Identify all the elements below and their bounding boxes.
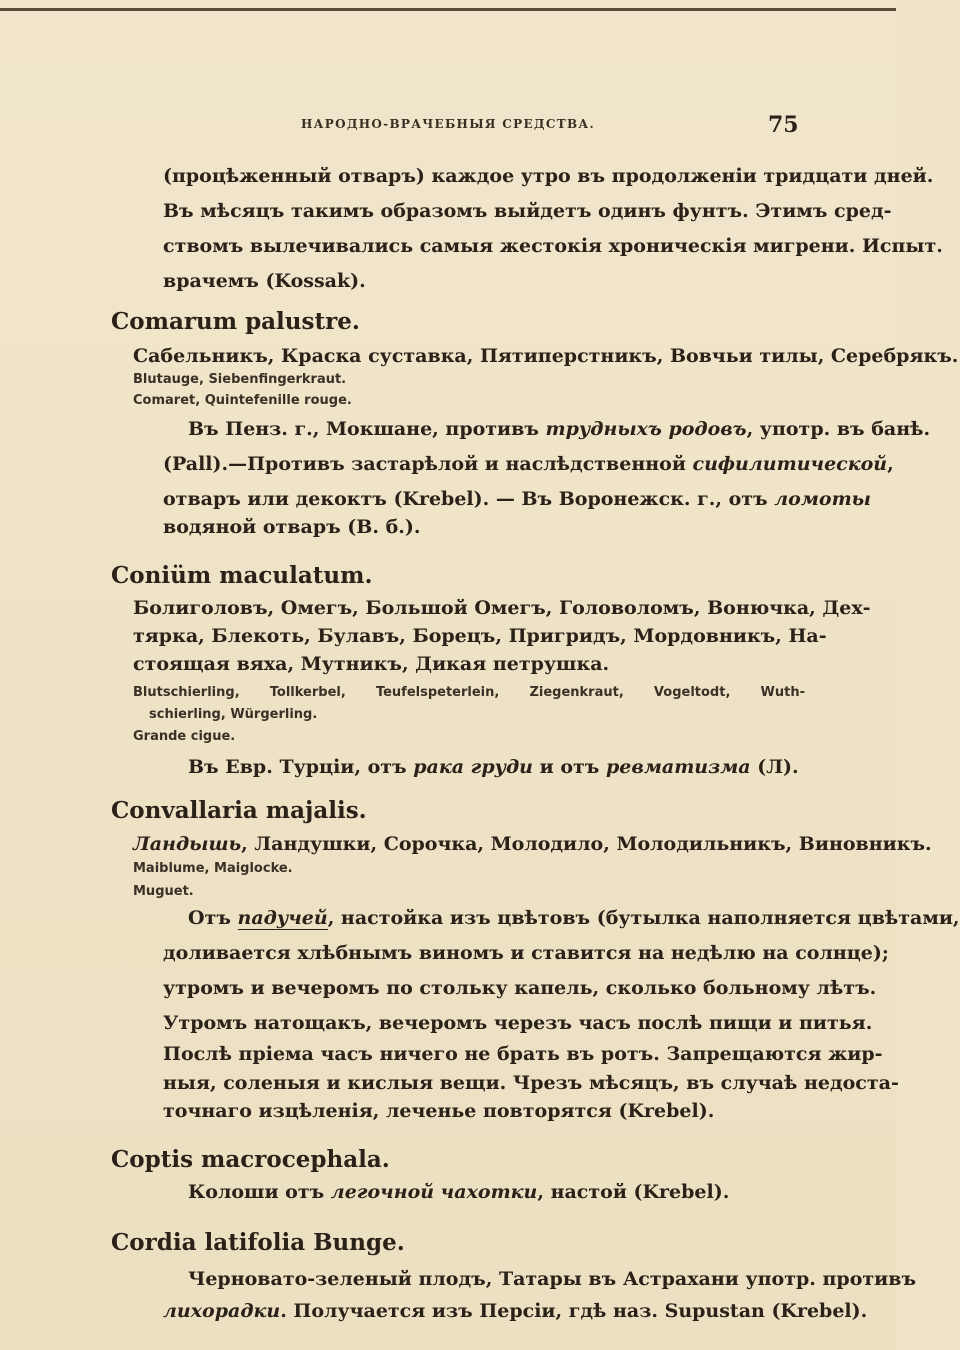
entry-text-line: Колоши отъ легочной чахотки, настой (Krebel). [188, 1181, 730, 1203]
german-names: schierling, Würgerling. [149, 707, 318, 722]
paragraph-line: (процѣженный отваръ) каждое утро въ продолженіи тридцати дней. [163, 165, 934, 187]
page-top-edge [0, 8, 896, 11]
entry-heading: Coniüm maculatum. [111, 562, 373, 589]
russian-names: стоящая вяха, Мутникъ, Дикая петрушка. [133, 653, 610, 675]
entry-text-line: (Pall).—Противъ застарѣлой и наслѣдственной сифилитической, [163, 453, 894, 475]
entry-text-line: доливается хлѣбнымъ виномъ и ставится на недѣлю на солнце); [163, 942, 889, 964]
german-names: Blutauge, Siebenfingerkraut. [133, 372, 347, 387]
page-number: 75 [768, 112, 799, 138]
entry-text-line: Въ Пенз. г., Мокшане, противъ трудныхъ родовъ, употр. въ банѣ. [188, 418, 931, 440]
entry-heading: Convallaria majalis. [111, 797, 367, 824]
entry-text-line: Утромъ натощакъ, вечеромъ черезъ часъ послѣ пищи и питья. [163, 1012, 873, 1034]
paragraph-line: ствомъ вылечивались самыя жестокія хроническія мигрени. Испыт. [163, 235, 943, 257]
entry-text-line: водяной отваръ (В. б.). [163, 516, 421, 538]
entry-text-line: Послѣ пріема часъ ничего не брать въ ротъ. Запрещаются жир- [163, 1043, 883, 1065]
entry-heading: Coptis macrocephala. [111, 1146, 390, 1173]
entry-text-line: точнаго изцѣленія, леченье повторятся (Krebel). [163, 1100, 715, 1122]
entry-heading: Cordia latifolia Bunge. [111, 1229, 405, 1256]
french-names: Comaret, Quintefenille rouge. [133, 393, 352, 408]
entry-text-line: Черновато-зеленый плодъ, Татары въ Астрахани употр. противъ [188, 1268, 917, 1290]
russian-names: Ландышь, Ландушки, Сорочка, Молодило, Молодильникъ, Виновникъ. [133, 833, 932, 855]
paragraph-line: Въ мѣсяцъ такимъ образомъ выйдетъ одинъ фунтъ. Этимъ сред- [163, 200, 892, 222]
entry-text-line: Отъ падучей, настойка изъ цвѣтовъ (бутылка наполняется цвѣтами, [188, 907, 960, 929]
paragraph-line: врачемъ (Kossak). [163, 270, 366, 292]
entry-text-line: ныя, соленыя и кислыя вещи. Чрезъ мѣсяцъ, въ случаѣ недоста- [163, 1072, 899, 1094]
running-title: НАРОДНО-ВРАЧЕБНЫЯ СРЕДСТВА. [301, 117, 595, 131]
russian-names: Болиголовъ, Омегъ, Большой Омегъ, Головоломъ, Вонючка, Дех- [133, 597, 871, 619]
french-names: Muguet. [133, 884, 194, 899]
entry-text-line: Въ Евр. Турціи, отъ рака груди и отъ ревматизма (Л). [188, 756, 799, 778]
french-names: Grande cigue. [133, 729, 236, 744]
entry-text-line: лихорадки. Получается изъ Персіи, гдѣ наз. Supustan (Krebel). [163, 1300, 868, 1322]
entry-text-line: утромъ и вечеромъ по стольку капель, сколько больному лѣтъ. [163, 977, 877, 999]
russian-names: тярка, Блекоть, Булавъ, Борецъ, Пригридъ, Мордовникъ, На- [133, 625, 827, 647]
german-names: Blutschierling, Tollkerbel, Teufelspeterlein, Ziegenkraut, Vogeltodt, Wuth- [133, 685, 805, 700]
german-names: Maiblume, Maiglocke. [133, 861, 293, 876]
entry-heading: Comarum palustre. [111, 308, 360, 335]
russian-names: Сабельникъ, Краска суставка, Пятиперстникъ, Вовчьи тилы, Серебрякъ. [133, 345, 959, 367]
entry-text-line: отваръ или декоктъ (Krebel). — Въ Воронежск. г., отъ ломоты [163, 488, 872, 510]
